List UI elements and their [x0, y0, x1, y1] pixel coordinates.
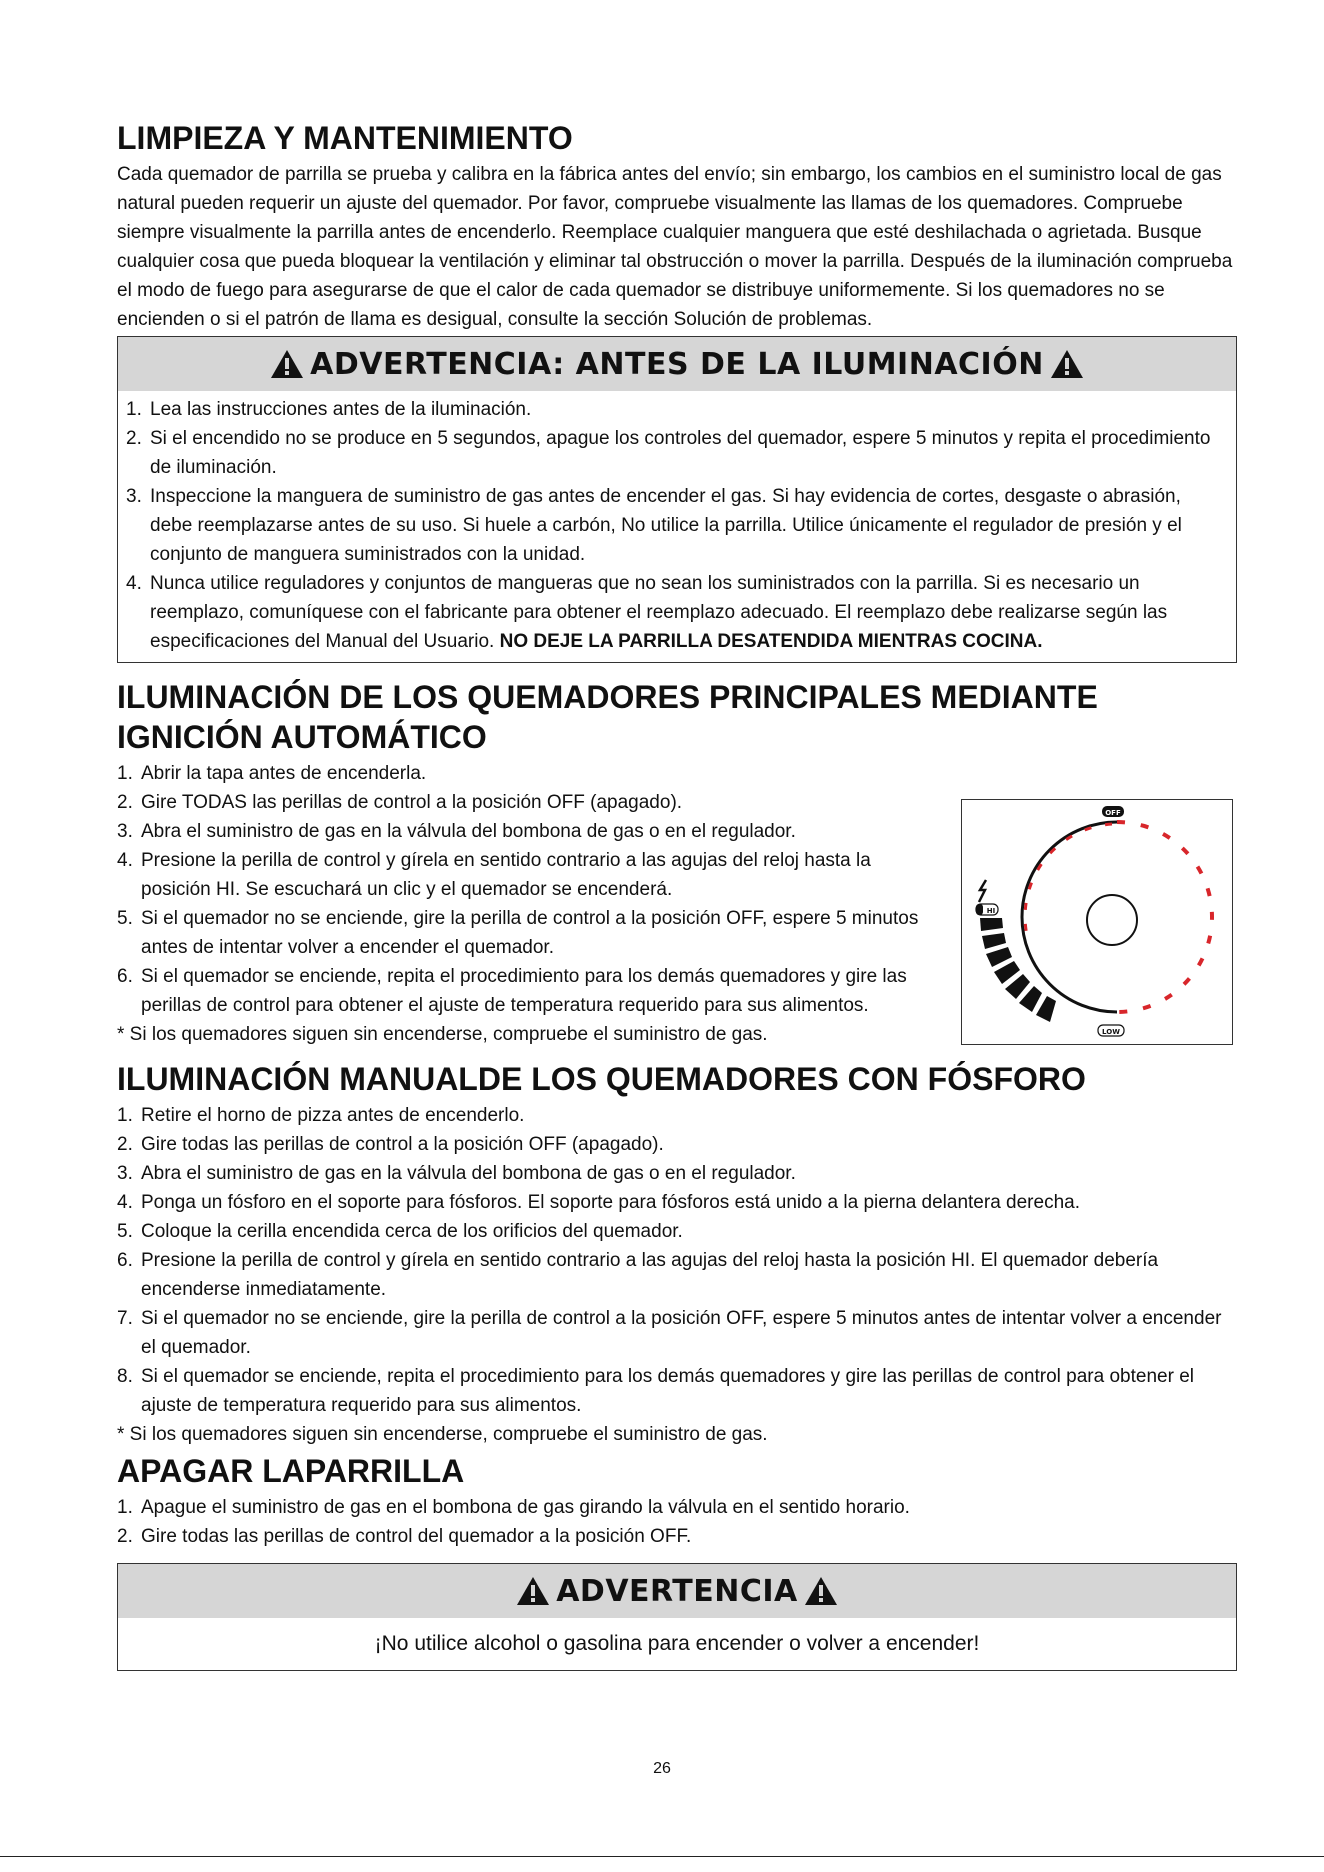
warning-triangle-icon: [1050, 348, 1084, 380]
list-item: 3. Inspeccione la manguera de suministro de gas antes de encender el gas. Si hay evidencia de cortes, desgaste o abrasión, debe reemplazarse antes de su uso. Si huele a carbón, No utilice la parrilla. Utilice únicamente el regulador de presión y el conjunto de manguera suministrados con la unidad.: [126, 486, 1182, 565]
manual-lighting-steps: [117, 1101, 1237, 1420]
auto-ignition-steps: [117, 759, 937, 1020]
spark-icon: [979, 880, 986, 902]
control-knob-diagram: [961, 799, 1233, 1045]
warning-before-lighting-box: [117, 336, 1237, 663]
list-item: 1. Retire el horno de pizza antes de encenderlo.: [117, 1105, 525, 1126]
warning-triangle-icon: [270, 348, 304, 380]
gas-supply-note: * Si los quemadores siguen sin encenderse, compruebe el suministro de gas.: [117, 1424, 768, 1445]
section-title-auto-ignition: ILUMINACIÓN DE LOS QUEMADORES PRINCIPALES MEDIANTE IGNICIÓN AUTOMÁTICO: [117, 679, 1098, 755]
warning-header: [118, 1564, 1236, 1618]
list-item: 1. Lea las instrucciones antes de la iluminación.: [126, 399, 532, 420]
warning-title: ADVERTENCIA: [556, 1573, 798, 1609]
list-item: 4. Nunca utilice reguladores y conjuntos de mangueras que no sean los suministrados con la parrilla. Si es necesario un reemplazo, comuníquese con el fabricante para obtener el reemplazo adecuado. El reemplazo debe realizarse según las especificaciones del Manual del Usuario. NO DEJE LA PARRILLA DESATENDIDA MIENTRAS COCINA.: [126, 573, 1168, 652]
list-item: 2. Si el encendido no se produce en 5 segundos, apague los controles del quemador, espere 5 minutos y repita el procedimiento de iluminación.: [126, 428, 1211, 478]
list-item: 3. Abra el suministro de gas en la válvula del bombona de gas o en el regulador.: [117, 821, 796, 842]
list-item: 8. Si el quemador se enciende, repita el procedimiento para los demás quemadores y gire las perillas de control para obtener el ajuste de temperatura requerido para sus alimentos.: [117, 1366, 1194, 1416]
list-item: 4. Presione la perilla de control y gírela en sentido contrario a las agujas del reloj hasta la posición HI. Se escuchará un clic y el quemador se encenderá.: [117, 850, 871, 900]
warning-triangle-icon: [516, 1575, 550, 1607]
warning-alcohol-box: [117, 1563, 1237, 1671]
section-title-shutdown: APAGAR LAPARRILLA: [117, 1453, 465, 1489]
cleaning-paragraph: Cada quemador de parrilla se prueba y calibra en la fábrica antes del envío; sin embargo, los cambios en el suministro local de gas natural pueden requerir un ajuste del quemador. Por favor, compruebe visualmente las llamas de los quemadores. Compruebe siempre visualmente la parrilla antes de encenderlo. Reemplace cualquier manguera que esté deshilachada o agrietada. Busque cualquier cosa que pueda bloquear la ventilación y eliminar tal obstrucción o mover la parrilla. Después de la iluminación comprueba el modo de fuego para asegurarse de que el calor de cada quemador se distribuye uniformemente. Si los quemadores no se encienden o si el patrón de llama es desigual, consulte la sección Solución de problemas.: [117, 164, 1233, 330]
auto-ignition-section: [117, 759, 1237, 1049]
list-item: 2. Gire TODAS las perillas de control a la posición OFF (apagado).: [117, 792, 683, 813]
list-item: 2. Gire todas las perillas de control a la posición OFF (apagado).: [117, 1134, 664, 1155]
warning-body: [118, 391, 1236, 662]
low-label: LOW: [1102, 1028, 1120, 1036]
section-title-manual-lighting: ILUMINACIÓN MANUALDE LOS QUEMADORES CON FÓSFORO: [117, 1061, 1086, 1097]
knob-dial-illustration: [962, 800, 1232, 1044]
bottom-divider: [0, 1856, 1324, 1857]
warning-triangle-icon: [804, 1575, 838, 1607]
gas-supply-note: * Si los quemadores siguen sin encenderse, compruebe el suministro de gas.: [117, 1024, 768, 1045]
list-item: 5. Si el quemador no se enciende, gire la perilla de control a la posición OFF, espere 5 minutos antes de intentar volver a encender el quemador.: [117, 908, 919, 958]
warning-title: ADVERTENCIA: ANTES DE LA ILUMINACIÓN: [310, 346, 1044, 382]
section-title-cleaning: LIMPIEZA Y MANTENIMIENTO: [117, 120, 573, 156]
warning-header: [118, 337, 1236, 391]
off-label: OFF: [1105, 809, 1121, 817]
list-item: 6. Presione la perilla de control y gírela en sentido contrario a las agujas del reloj hasta la posición HI. El quemador debería encenderse inmediatamente.: [117, 1250, 1159, 1300]
page-number: 26: [653, 1760, 671, 1777]
list-item: 3. Abra el suministro de gas en la válvula del bombona de gas o en el regulador.: [117, 1163, 796, 1184]
list-item: 2. Gire todas las perillas de control del quemador a la posición OFF.: [117, 1526, 692, 1547]
bold-warning-text: NO DEJE LA PARRILLA DESATENDIDA MIENTRAS COCINA.: [499, 631, 1043, 652]
document-page: [117, 118, 1237, 1671]
list-item: 7. Si el quemador no se enciende, gire la perilla de control a la posición OFF, espere 5 minutos antes de intentar volver a encender el quemador.: [117, 1308, 1222, 1358]
list-item: 1. Abrir la tapa antes de encenderla.: [117, 763, 427, 784]
shutdown-steps: [117, 1493, 1237, 1551]
list-item: 6. Si el quemador se enciende, repita el procedimiento para los demás quemadores y gire las perillas de control para obtener el ajuste de temperatura requerido para sus alimentos.: [117, 966, 907, 1016]
list-item: 4. Ponga un fósforo en el soporte para fósforos. El soporte para fósforos está unido a la pierna delantera derecha.: [117, 1192, 1080, 1213]
warning-message: ¡No utilice alcohol o gasolina para encender o volver a encender!: [374, 1632, 980, 1655]
hi-label: HI: [986, 907, 996, 915]
list-item: 5. Coloque la cerilla encendida cerca de los orificios del quemador.: [117, 1221, 683, 1242]
warning-list: [126, 395, 1228, 656]
list-item: 1. Apague el suministro de gas en el bombona de gas girando la válvula en el sentido horario.: [117, 1497, 910, 1518]
